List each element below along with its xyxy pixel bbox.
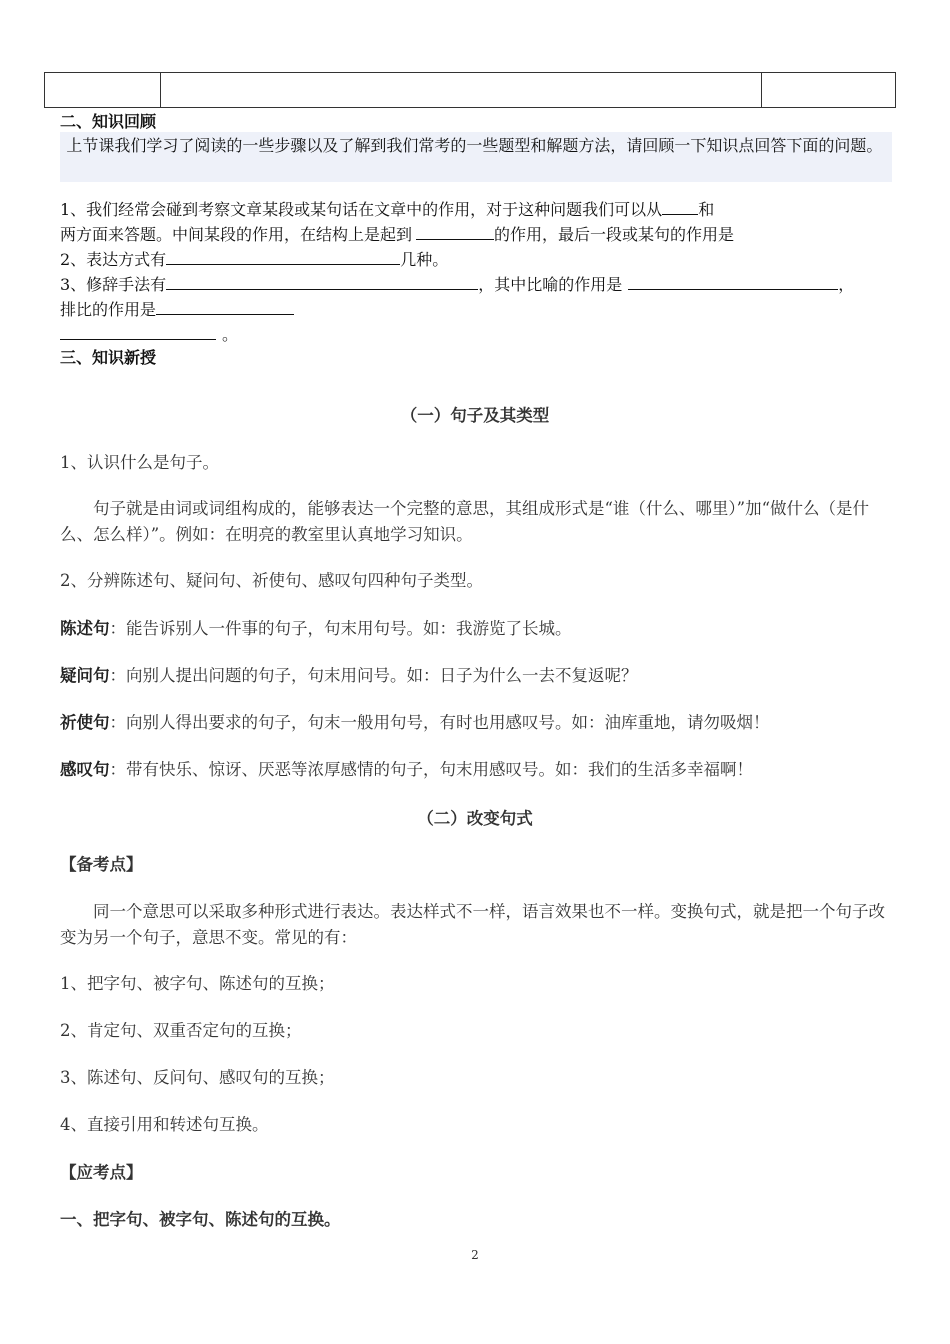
question-3-line-1: 3、修辞手法有 ，其中比喻的作用是 ，	[60, 271, 854, 297]
subsection-heading: 一、把字句、被字句、陈述句的互换。	[60, 1210, 341, 1229]
ying-kao-label: 【应考点】	[60, 1163, 143, 1182]
sentence-type-declarative: 陈述句：能告诉别人一件事的句子，句末用句号。如：我游览了长城。	[60, 619, 572, 638]
bei-kao-label: 【备考点】	[60, 855, 143, 874]
paragraph: 句子就是由词或词组构成的，能够表达一个完整的意思，其组成形式是“谁（什么、哪里）”加“做什么（是什么、怎么样）”。例如：在明亮的教室里认真地学习知识。	[60, 499, 870, 544]
paragraph: 同一个意思可以采取多种形式进行表达。表达样式不一样，语言效果也不一样。变换句式，就是把一个句子改变为另一个句子，意思不变。常见的有：	[60, 902, 885, 947]
sentence-type-interrogative: 疑问句：向别人提出问题的句子，句末用问号。如：日子为什么一去不复返呢？	[60, 666, 638, 685]
paragraph: 2、分辨陈述句、疑问句、祈使句、感叹句四种句子类型。	[60, 571, 483, 590]
answer-blank[interactable]	[60, 321, 216, 340]
answer-blank[interactable]	[166, 246, 400, 265]
list-item: 4、直接引用和转述句互换。	[60, 1115, 269, 1134]
new-heading: 三、知识新授	[60, 348, 157, 367]
paragraph: 1、认识什么是句子。	[60, 453, 219, 472]
answer-blank[interactable]	[416, 221, 494, 240]
question-3-line-3: 。	[60, 321, 238, 347]
table-cell	[161, 73, 762, 108]
answer-blank[interactable]	[166, 271, 478, 290]
question-2: 2、表达方式有 几种。	[60, 246, 448, 272]
sentence-type-exclamatory: 感叹句：带有快乐、惊讶、厌恶等浓厚感情的句子，句末用感叹号。如：我们的生活多幸福啊！	[60, 760, 753, 779]
table-cell	[45, 73, 161, 108]
section-2-title: （二）改变句式	[417, 809, 533, 828]
header-table	[44, 72, 896, 108]
answer-blank[interactable]	[662, 196, 698, 215]
answer-blank[interactable]	[156, 296, 294, 315]
list-item: 3、陈述句、反问句、感叹句的互换；	[60, 1068, 335, 1087]
question-1-line-1: 1、我们经常会碰到考察文章某段或某句话在文章中的作用，对于这种问题我们可以从 和	[60, 196, 714, 222]
review-heading: 二、知识回顾	[60, 112, 157, 131]
table-cell	[762, 73, 896, 108]
question-1-line-2: 两方面来答题。中间某段的作用，在结构上是起到 的作用，最后一段或某句的作用是	[60, 221, 734, 247]
list-item: 1、把字句、被字句、陈述句的互换；	[60, 974, 335, 993]
section-1-title: （一）句子及其类型	[400, 406, 550, 425]
list-item: 2、肯定句、双重否定句的互换；	[60, 1021, 302, 1040]
answer-blank[interactable]	[628, 271, 838, 290]
sentence-type-imperative: 祈使句：向别人得出要求的句子，句末一般用句号，有时也用感叹号。如：油库重地，请勿吸烟！	[60, 713, 770, 732]
review-intro: 上节课我们学习了阅读的一些步骤以及了解到我们常考的一些题型和解题方法，请回顾一下知识点回答下面的问题。	[66, 136, 883, 155]
page-number: 2	[471, 1248, 479, 1262]
question-3-line-2: 排比的作用是	[60, 296, 294, 322]
